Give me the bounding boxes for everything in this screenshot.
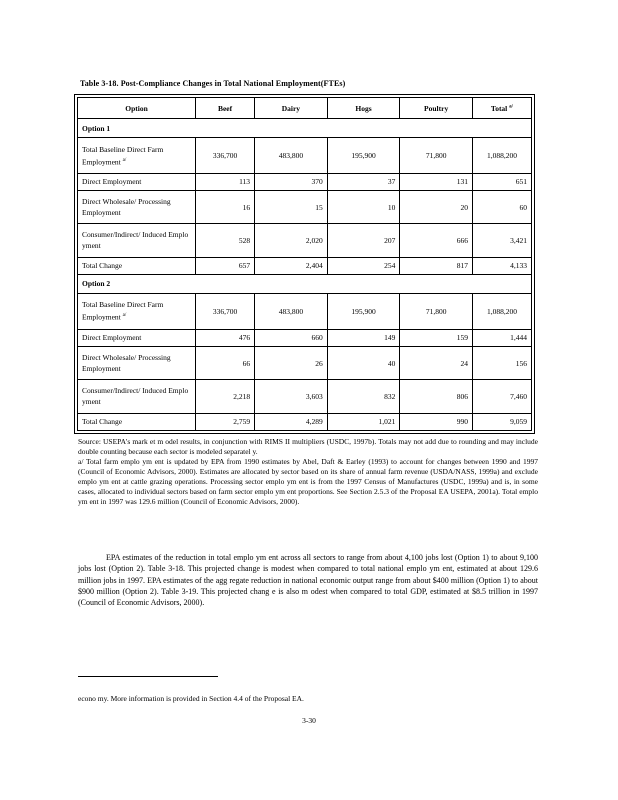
table-cell: 71,800 [400,293,473,329]
col-header-dairy: Dairy [255,98,328,119]
table-cell: 254 [327,257,400,274]
row-label-text: Consumer/Indirect/ Induced Emplo yment [82,230,189,251]
source-note: Source: USEPA's mark et m odel results, in conjunction with RIMS II multipliers (USDC, 1997b). Totals may not add due to rounding and may include double counting because each sector is modeled separatel y. [78,437,538,456]
table-cell: 666 [400,224,473,257]
table-row [78,329,532,346]
table-cell: 9,059 [472,413,531,430]
table-cell: 207 [327,224,400,257]
table-cell: 336,700 [196,293,255,329]
table-cell: 483,800 [255,138,328,174]
row-label [78,190,196,223]
row-label-text: Total Baseline Direct Farm Employment [82,144,164,166]
table-cell: 806 [400,380,473,413]
row-label-text: Direct Wholesale/ Processing Employment [82,353,171,374]
table-row [78,380,532,413]
table-row [78,257,532,274]
table-row [78,346,532,379]
table-cell: 7,460 [472,380,531,413]
table-cell: 2,404 [255,257,328,274]
col-header-total-label: Total [490,103,508,113]
table-cell: 15 [255,190,328,223]
section-row [78,274,532,293]
table-row [78,138,532,174]
employment-table [77,97,532,431]
table-cell: 4,289 [255,413,328,430]
col-header-poultry: Poultry [400,98,473,119]
table-cell: 3,421 [472,224,531,257]
body-paragraph: EPA estimates of the reduction in total emplo ym ent across all sectors to range from about 4,100 jobs lost (Option 1) to about 9,100 jobs lost (Option 2). Table 3-18. This projected change is modest when compared to total national emplo ym ent, estimated at about 129.6 million jobs in 1997. EPA estimates of the agg regate reduction in national economic output range from about $400 million (Option 1) to about $900 million (Option 2). Table 3-19. This projected chang e is also m odest when compared to total GDP, estimated at $8.5 trillion in 1997 (Council of Economic Advisors, 2000). [78,553,538,608]
table-cell: 2,759 [196,413,255,430]
table-cell: 66 [196,346,255,379]
table-row [78,413,532,430]
table-cell: 20 [400,190,473,223]
table-cell: 1,088,200 [472,293,531,329]
page-footnote: econo my. More information is provided in Section 4.4 of the Proposal EA. [78,694,304,703]
row-label-footnote: a/ [122,157,127,163]
row-label-text: Consumer/Indirect/ Induced Emplo yment [82,386,189,407]
col-header-total-footnote: a/ [509,104,514,109]
footnote-rule [78,676,218,677]
table-cell: 2,020 [255,224,328,257]
row-label-footnote: a/ [122,313,127,319]
table-notes [78,437,538,507]
table-row [78,190,532,223]
col-header-option: Option [78,98,196,119]
table-cell: 3,603 [255,380,328,413]
table-cell: 24 [400,346,473,379]
section-row [78,119,532,138]
table-cell: 159 [400,329,473,346]
row-label [78,173,196,190]
row-label [78,138,196,174]
table-row [78,224,532,257]
table-cell: 195,900 [327,138,400,174]
row-label-text: Total Change [82,261,123,271]
table-cell: 113 [196,173,255,190]
table-cell: 990 [400,413,473,430]
col-header-hogs: Hogs [327,98,400,119]
table-cell: 1,444 [472,329,531,346]
table-cell: 2,218 [196,380,255,413]
table-cell: 476 [196,329,255,346]
row-label [78,257,196,274]
table-cell: 40 [327,346,400,379]
row-label-text: Direct Employment [82,333,142,343]
table-cell: 336,700 [196,138,255,174]
table-cell: 149 [327,329,400,346]
employment-table-frame [74,94,535,434]
row-label [78,346,196,379]
row-label [78,224,196,257]
table-body [78,119,532,431]
table-cell: 528 [196,224,255,257]
row-label-text: Direct Employment [82,177,142,187]
table-cell: 71,800 [400,138,473,174]
table-cell: 156 [472,346,531,379]
row-label [78,293,196,329]
col-header-beef: Beef [196,98,255,119]
table-cell: 4,133 [472,257,531,274]
row-label-text: Total Baseline Direct Farm Employment [82,300,164,322]
table-cell: 651 [472,173,531,190]
table-cell: 817 [400,257,473,274]
table-cell: 16 [196,190,255,223]
table-cell: 832 [327,380,400,413]
table-cell: 1,021 [327,413,400,430]
row-label-text: Total Change [82,417,123,427]
row-label [78,413,196,430]
table-cell: 195,900 [327,293,400,329]
table-header-row [78,98,532,119]
table-cell: 60 [472,190,531,223]
row-label [78,380,196,413]
table-cell: 1,088,200 [472,138,531,174]
row-label-text: Direct Wholesale/ Processing Employment [82,197,171,218]
table-cell: 483,800 [255,293,328,329]
table-cell: 660 [255,329,328,346]
table-cell: 10 [327,190,400,223]
table-cell: 131 [400,173,473,190]
page-number: 3-30 [302,716,316,725]
table-cell: 26 [255,346,328,379]
table-cell: 657 [196,257,255,274]
table-row [78,293,532,329]
table-cell: 37 [327,173,400,190]
table-caption: Table 3-18. Post-Compliance Changes in Total National Employment(FTEs) [80,79,346,88]
table-row [78,173,532,190]
row-label [78,329,196,346]
table-cell: 370 [255,173,328,190]
footnote-a: a/ Total farm emplo ym ent is updated by EPA from 1990 estimates by Abel, Daft & Earley (1993) to account for changes between 1990 and 1997 (Council of Economic Advisors, 2000). Estimates are allocated by sector based on its share of annual farm revenue (USDA/NASS, 1999a) and exclude emplo ym ent at cattle grazing operations. Processing sector emplo ym ent is from the 1997 Census of Manufactures (USDC, 1999a) and is, in some cases, allocated to individual sectors based on farm sector emplo ym ent proportions. See Section 2.5.3 of the Proposal EA USEPA, 2001a). Total emplo ym ent in 1997 was 129.6 million (Council of Economic Advisors, 2000). [78,457,538,506]
col-header-total [472,98,531,119]
section-title: Option 1 [78,119,532,138]
section-title: Option 2 [78,274,532,293]
